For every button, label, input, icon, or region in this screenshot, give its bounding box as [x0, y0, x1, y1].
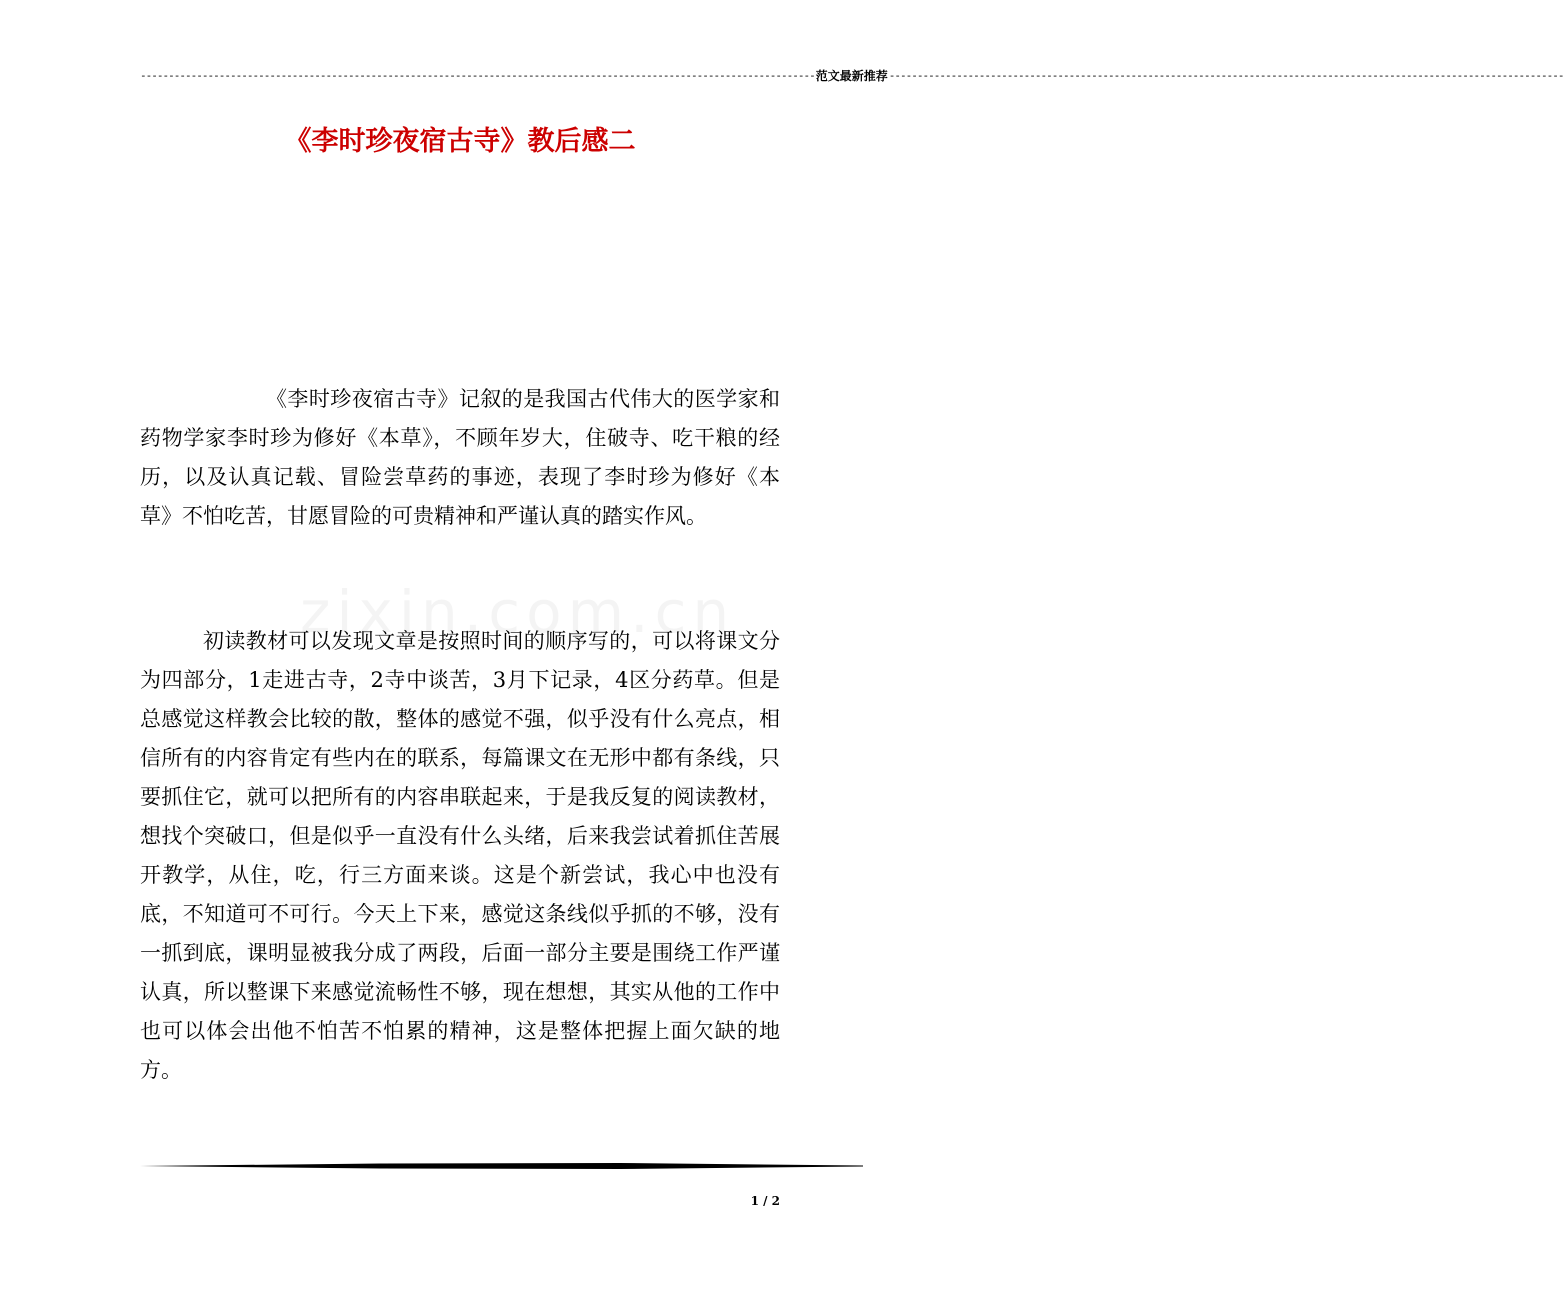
header-line	[140, 68, 1563, 84]
footer-rule	[140, 1163, 863, 1169]
header-dashes-right: ------------------------------------------------------------------------------------------------------------------------	[888, 69, 1563, 82]
page-number: 1 / 2	[750, 1194, 780, 1208]
header-label: 范文最新推荐	[815, 69, 888, 83]
paragraph-2: 初读教材可以发现文章是按照时间的顺序写的，可以将课文分为四部分，1走进古寺，2寺中谈苦，3月下记录，4区分药草。但是总感觉这样教会比较的散，整体的感觉不强，似乎没有什么亮点，相信所有的内容肯定有些内在的联系，每篇课文在无形中都有条线，只要抓住它，就可以把所有的内容串联起来，于是我反复的阅读教材，想找个突破口，但是似乎一直没有什么头绪，后来我尝试着抓住苦展开教学，从住，吃，行三方面来谈。这是个新尝试，我心中也没有底，不知道可不可行。今天上下来，感觉这条线似乎抓的不够，没有一抓到底，课明显被我分成了两段，后面一部分主要是围绕工作严谨认真，所以整课下来感觉流畅性不够，现在想想，其实从他的工作中也可以体会出他不怕苦不怕累的精神，这是整体把握上面欠缺的地方。	[140, 629, 780, 1082]
paragraph-1: 《李时珍夜宿古寺》记叙的是我国古代伟大的医学家和药物学家李时珍为修好《本草》，不顾年岁大，住破寺、吃干粮的经历，以及认真记载、冒险尝草药的事迹，表现了李时珍为修好《本草》不怕吃苦，甘愿冒险的可贵精神和严谨认真的踏实作风。	[140, 387, 780, 528]
header-dashes-left: ------------------------------------------------------------------------------------------------------------------------	[140, 69, 815, 82]
document-title: 《李时珍夜宿古寺》教后感二	[284, 126, 636, 157]
